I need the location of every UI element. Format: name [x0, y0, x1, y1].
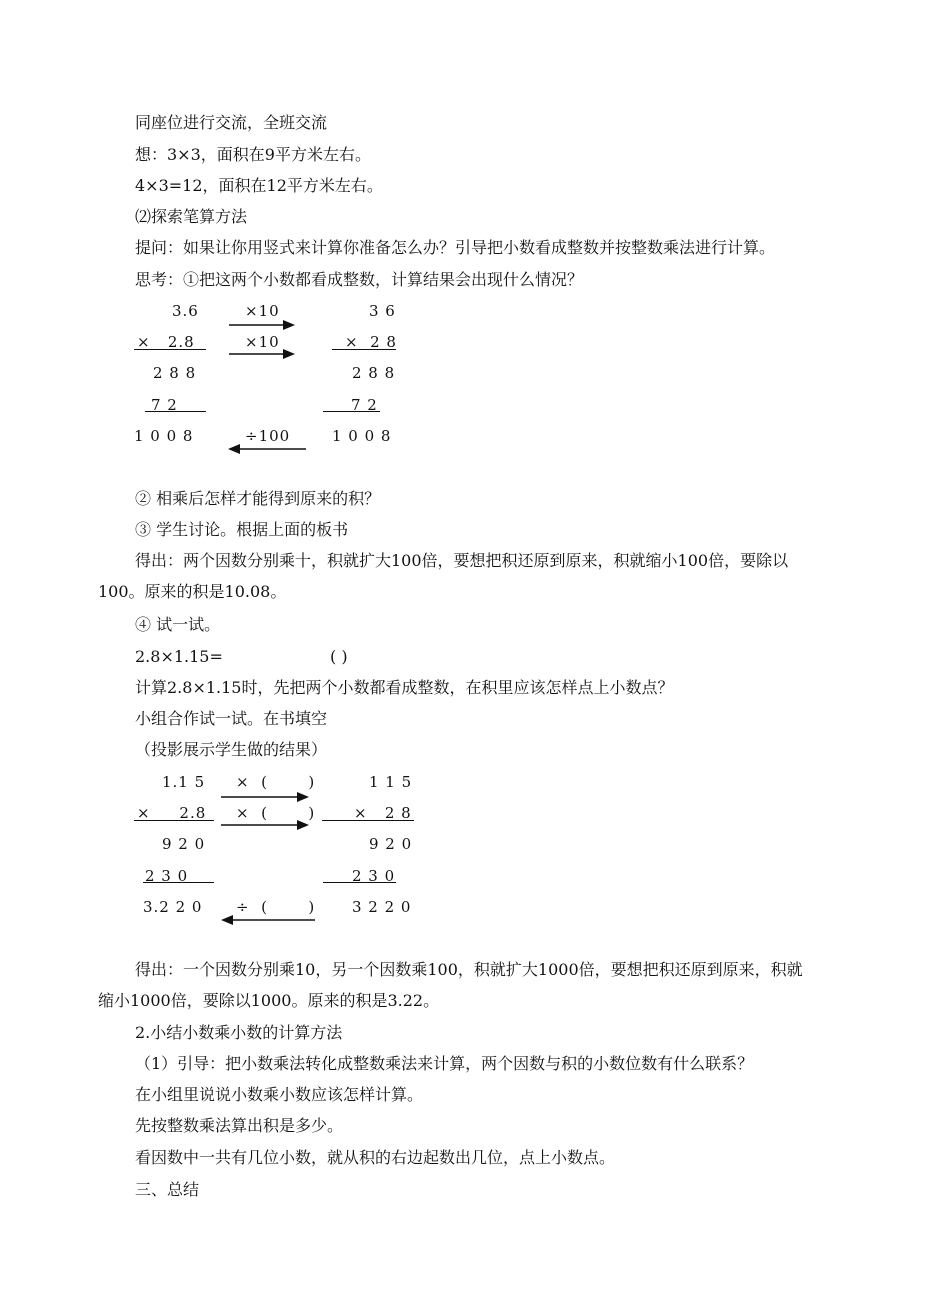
- calc1-right-rule: [332, 349, 396, 350]
- section-heading: 三、总结: [135, 1180, 200, 1199]
- text-line: 思考：①把这两个小数都看成整数，计算结果会出现什么情况？: [135, 270, 584, 289]
- right-arrow-icon: [221, 818, 311, 832]
- calc2-right-line: 1 1 5: [369, 773, 413, 791]
- calc1-arrow-label: ×10: [245, 333, 280, 351]
- calc1-right-line: 2 8 8: [352, 364, 396, 382]
- calc1-left-rule: [145, 411, 206, 412]
- calc1-right-line: × 2 8: [345, 333, 397, 351]
- calc2-left-line: 2 3 0: [145, 867, 189, 885]
- calc1-left-rule: [134, 349, 206, 350]
- calc2-left-line: × 2.8: [137, 804, 207, 822]
- right-arrow-icon: [229, 347, 297, 361]
- calc1-arrow-label: ÷100: [245, 427, 291, 445]
- calc2-left-line: 1.1 5: [162, 773, 206, 791]
- calc1-left-line: 7 2: [151, 396, 178, 414]
- calc2-left-line: 9 2 0: [162, 835, 206, 853]
- text-line: 缩小1000倍，要除以1000。原来的积是3.22。: [98, 991, 440, 1010]
- calc1-right-line: 3 6: [369, 302, 396, 320]
- right-arrow-icon: [229, 318, 297, 332]
- calc2-left-rule: [134, 820, 214, 821]
- text-line: （1）引导：把小数乘法转化成整数乘法来计算，两个因数与积的小数位数有什么联系？: [135, 1054, 754, 1073]
- calc1-arrow-label: ×10: [245, 302, 280, 320]
- calc1-left-line: 2 8 8: [153, 364, 197, 382]
- text-line: 得出：两个因数分别乘十，积就扩大100倍，要想把积还原到原来，积就缩小100倍，要除以: [135, 551, 789, 570]
- calc2-right-rule: [322, 820, 414, 821]
- text-line: 同座位进行交流，全班交流: [135, 113, 328, 132]
- calc1-left-line: 3.6: [172, 302, 199, 320]
- text-line: 小组合作试一试。在书填空: [135, 709, 328, 728]
- text-line: 4×3=12，面积在12平方米左右。: [135, 176, 383, 195]
- text-line: 100。原来的积是10.08。: [98, 582, 287, 601]
- answer-blank: ( ): [330, 647, 348, 666]
- calc2-left-line: 3.2 2 0: [143, 898, 203, 916]
- calc1-right-rule: [323, 411, 380, 412]
- calc1-right-line: 7 2: [351, 396, 378, 414]
- left-arrow-icon: [221, 913, 315, 927]
- text-line: 先按整数乘法算出积是多少。: [135, 1116, 344, 1135]
- calc2-arrow-label: × ( ): [236, 773, 316, 791]
- right-arrow-icon: [221, 790, 311, 804]
- calc2-right-line: 2 3 0: [352, 867, 396, 885]
- text-line: 得出：一个因数分别乘10，另一个因数乘100，积就扩大1000倍，要想把积还原到原来，积就: [135, 960, 803, 979]
- text-line: 在小组里说说小数乘小数应该怎样计算。: [135, 1085, 424, 1104]
- text-line: 2.8×1.15=: [135, 647, 223, 666]
- text-line: （投影展示学生做的结果）: [135, 740, 328, 759]
- calc2-left-rule: [143, 882, 214, 883]
- calc2-right-line: 9 2 0: [369, 835, 413, 853]
- text-line: ③ 学生讨论。根据上面的板书: [135, 520, 349, 539]
- calc1-right-line: 1 0 0 8: [332, 427, 392, 445]
- text-line: 看因数中一共有几位小数，就从积的右边起数出几位，点上小数点。: [135, 1148, 616, 1167]
- calc1-left-line: 1 0 0 8: [134, 427, 194, 445]
- calc2-right-rule: [323, 882, 396, 883]
- text-line: 计算2.8×1.15时，先把两个小数都看成整数，在积里应该怎样点上小数点？: [135, 678, 674, 697]
- calc2-right-line: 3 2 2 0: [352, 898, 412, 916]
- left-arrow-icon: [228, 442, 306, 456]
- calc2-right-line: × 2 8: [354, 804, 412, 822]
- calc1-left-line: × 2.8: [137, 333, 195, 351]
- calc2-arrow-label: ÷ ( ): [236, 898, 316, 916]
- section-heading: ⑵探索笔算方法: [135, 207, 248, 226]
- text-line: ② 相乘后怎样才能得到原来的积？: [135, 489, 381, 508]
- section-heading: 2.小结小数乘小数的计算方法: [135, 1023, 343, 1042]
- text-line: ④ 试一试。: [135, 615, 221, 634]
- calc2-arrow-label: × ( ): [236, 804, 316, 822]
- text-line: 提问：如果让你用竖式来计算你准备怎么办？引导把小数看成整数并按整数乘法进行计算。: [135, 238, 776, 257]
- text-line: 想：3×3，面积在9平方米左右。: [135, 145, 371, 164]
